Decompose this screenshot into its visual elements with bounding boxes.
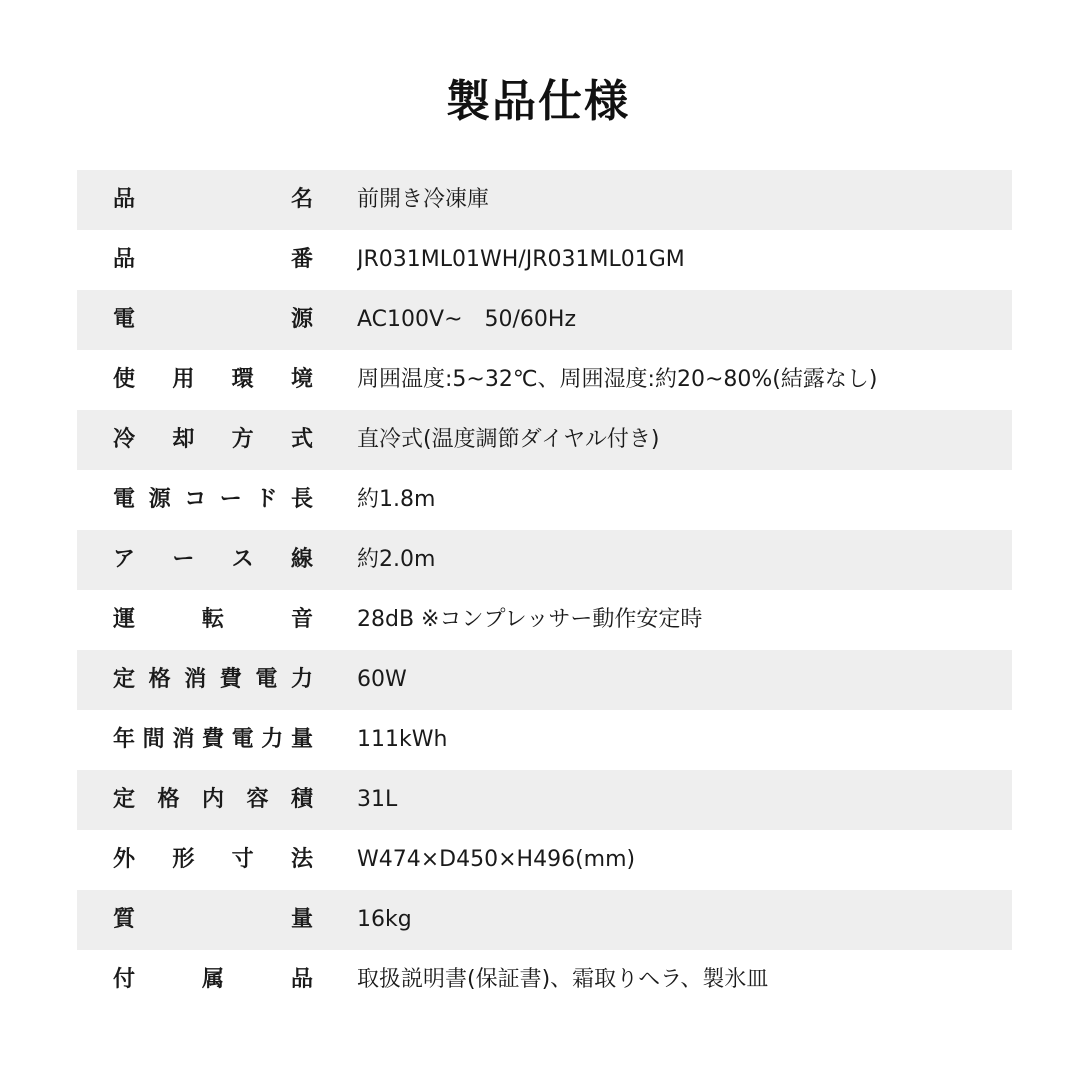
spec-value: 周囲温度:5~32℃、周囲湿度:約20~80%(結露なし) — [357, 367, 878, 392]
spec-row-power-supply — [77, 290, 1012, 350]
spec-label: 定 格 消 費 電 力 — [113, 667, 313, 692]
spec-row-annual-energy — [77, 710, 1012, 770]
spec-row-rated-capacity — [77, 770, 1012, 830]
spec-row-accessories — [77, 950, 1012, 1010]
page-title: 製品仕様 — [446, 76, 630, 127]
spec-value: 111kWh — [357, 727, 448, 752]
spec-label: 付 属 品 — [113, 967, 313, 992]
spec-label: 電 源 コ ー ド 長 — [113, 487, 313, 512]
spec-label: 品 名 — [113, 187, 313, 212]
spec-row-product-name — [77, 170, 1012, 230]
spec-label: 品 番 — [113, 247, 313, 272]
spec-value: 取扱説明書(保証書)、霜取りヘラ、製氷皿 — [357, 967, 769, 992]
spec-label: 年 間 消 費 電 力 量 — [113, 727, 313, 752]
spec-value: 前開き冷凍庫 — [357, 187, 490, 212]
spec-value: AC100V~ 50/60Hz — [357, 307, 576, 332]
spec-label: 冷 却 方 式 — [113, 427, 313, 452]
spec-value: 16kg — [357, 907, 412, 932]
spec-value: 直冷式(温度調節ダイヤル付き) — [357, 427, 660, 452]
spec-value: 約1.8m — [357, 487, 436, 512]
spec-row-dimensions — [77, 830, 1012, 890]
spec-row-power-cord-length — [77, 470, 1012, 530]
spec-table — [77, 170, 1012, 1010]
spec-label: 質 量 — [113, 907, 313, 932]
spec-row-operating-environment — [77, 350, 1012, 410]
spec-value: 60W — [357, 667, 407, 692]
spec-label: 使 用 環 境 — [113, 367, 313, 392]
spec-row-rated-power — [77, 650, 1012, 710]
spec-value: 28dB ※コンプレッサー動作安定時 — [357, 607, 703, 632]
spec-value: 約2.0m — [357, 547, 436, 572]
spec-label: ア ー ス 線 — [113, 547, 313, 572]
spec-row-operating-noise — [77, 590, 1012, 650]
spec-label: 外 形 寸 法 — [113, 847, 313, 872]
spec-value: W474×D450×H496(mm) — [357, 847, 636, 872]
spec-label: 運 転 音 — [113, 607, 313, 632]
spec-row-ground-wire — [77, 530, 1012, 590]
spec-label: 電 源 — [113, 307, 313, 332]
spec-row-model-number — [77, 230, 1012, 290]
spec-row-weight — [77, 890, 1012, 950]
spec-value: JR031ML01WH/JR031ML01GM — [357, 247, 685, 272]
spec-label: 定 格 内 容 積 — [113, 787, 313, 812]
spec-row-cooling-method — [77, 410, 1012, 470]
spec-value: 31L — [357, 787, 398, 812]
